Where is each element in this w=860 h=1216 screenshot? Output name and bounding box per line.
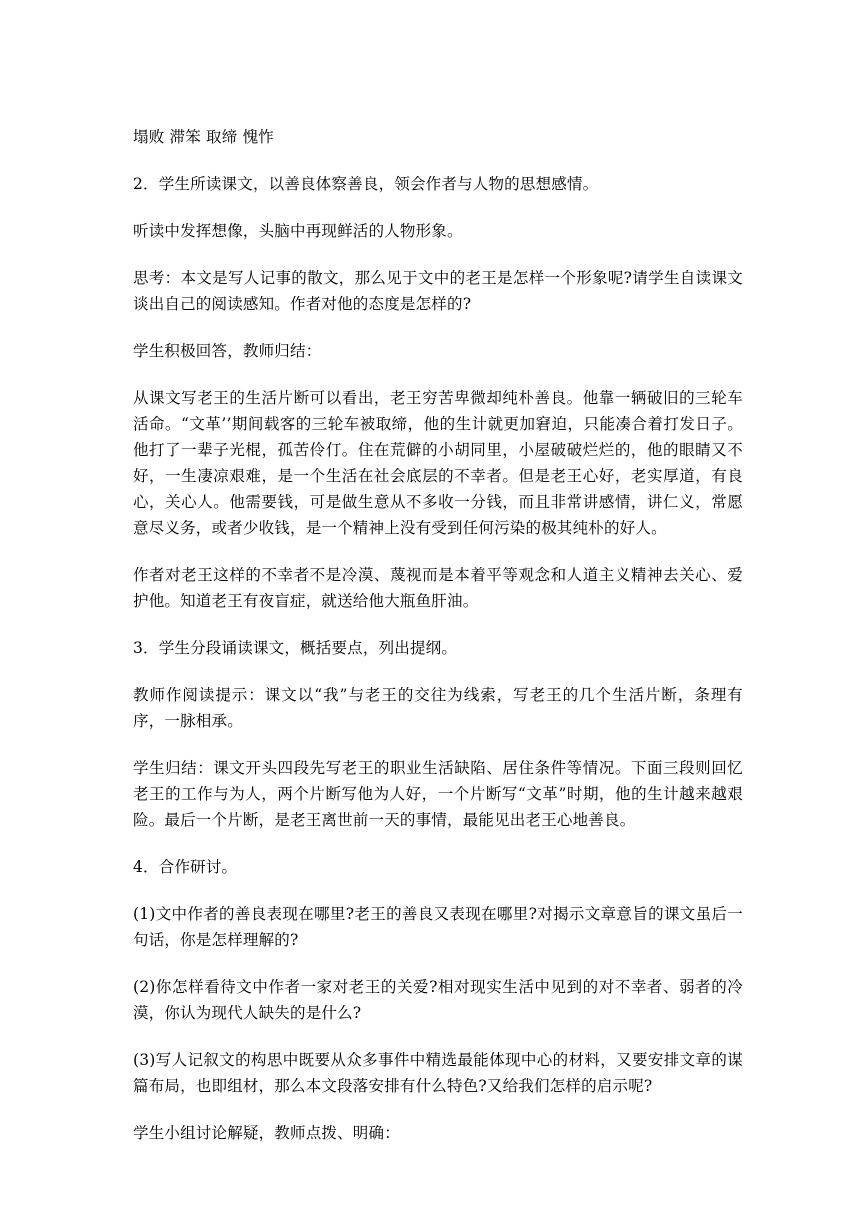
step-3-heading: 3．学生分段诵读课文，概括要点，列出提纲。 — [133, 639, 458, 657]
thinking-question: 思考：本文是写人记事的散文，那么见于文中的老王是怎样一个形象呢?请学生自读课文谈出自己的阅读感知。作者对他的态度是怎样的? — [133, 269, 743, 313]
lao-wang-summary: 从课文写老王的生活片断可以看出，老王穷苦卑微却纯朴善良。他靠一辆破旧的三轮车活命。“文革’’期间载客的三轮车被取缔，他的生计就更加窘迫，只能凑合着打发日子。他打了一辈子光棍，孤苦伶仃。住在荒僻的小胡同里，小屋破破烂烂的，他的眼睛又不好，一生凄凉艰难，是一个生活在社会底层的不幸者。但是老王心好，老实厚道，有良心，关心人。他需要钱，可是做生意从不多收一分钱，而且非常讲感情，讲仁义，常愿意尽义务，或者少收钱，是一个精神上没有受到任何污染的极其纯朴的好人。 — [133, 389, 743, 537]
step-2-heading: 2．学生所读课文，以善良体察善良，领会作者与人物的思想感情。 — [133, 175, 599, 193]
question-3: (3)写人记叙文的构思中既要从众多事件中精选最能体现中心的材料，又要安排文章的谋篇布局，也即组材，那么本文段落安排有什么特色?又给我们怎样的启示呢? — [133, 1051, 743, 1095]
vocabulary-line: 塌败 滞笨 取缔 愧怍 — [133, 128, 274, 146]
question-1: (1)文中作者的善良表现在哪里?老王的善良又表现在哪里?对揭示文章意旨的课文虽后一句话，你是怎样理解的? — [133, 905, 743, 949]
listening-instruction: 听读中发挥想像，头脑中再现鲜活的人物形象。 — [133, 222, 463, 240]
document-body — [133, 124, 743, 1167]
group-discussion-line: 学生小组讨论解疑，教师点拨、明确： — [133, 1124, 400, 1142]
author-attitude: 作者对老王这样的不幸者不是冷漠、蔑视而是本着平等观念和人道主义精神去关心、爱护他。知道老王有夜盲症，就送给他大瓶鱼肝油。 — [133, 566, 743, 610]
question-2: (2)你怎样看待文中作者一家对老王的关爱?相对现实生活中见到的对不幸者、弱者的冷漠，你认为现代人缺失的是什么? — [133, 978, 743, 1022]
step-4-heading: 4．合作研讨。 — [133, 858, 238, 876]
student-answer-intro: 学生积极回答，教师归结： — [133, 342, 322, 360]
student-summary: 学生归结：课文开头四段先写老王的职业生活缺陷、居住条件等情况。下面三段则回忆老王的工作与为人，两个片断写他为人好，一个片断写“文革”时期，他的生计越来越艰险。最后一个片断，是老王离世前一天的事情，最能见出老王心地善良。 — [133, 759, 743, 829]
teacher-reading-tip: 教师作阅读提示：课文以“我”与老王的交往为线索，写老王的几个生活片断，条理有序，一脉相承。 — [133, 686, 743, 730]
